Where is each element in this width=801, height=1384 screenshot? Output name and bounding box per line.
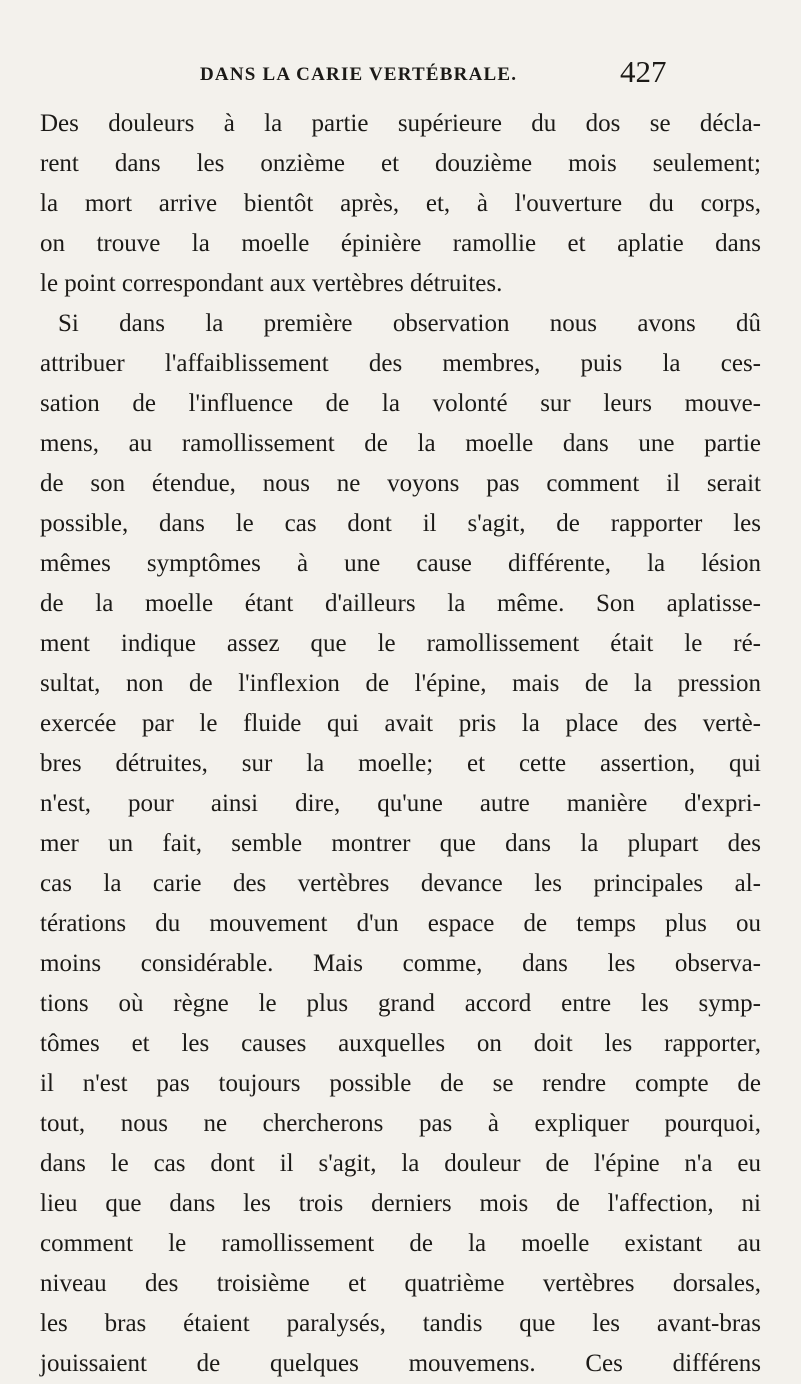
text-line: de son étendue, nous ne voyons pas comment il serait	[40, 470, 761, 497]
text-line: tômes et les causes auxquelles on doit les rapporter,	[40, 1030, 761, 1057]
text-line: de la moelle étant d'ailleurs la même. Son aplatisse-	[40, 590, 761, 617]
text-line: lieu que dans les trois derniers mois de l'affection, ni	[40, 1190, 761, 1217]
text-line: moins considérable. Mais comme, dans les observa-	[40, 950, 761, 977]
text-line: cas la carie des vertèbres devance les principales al-	[40, 870, 761, 897]
text-line: mêmes symptômes à une cause différente, la lésion	[40, 550, 761, 577]
text-line: attribuer l'affaiblissement des membres, puis la ces-	[40, 350, 761, 377]
text-line: possible, dans le cas dont il s'agit, de rapporter les	[40, 510, 761, 537]
text-line: Des douleurs à la partie supérieure du dos se décla-	[40, 110, 761, 137]
text-line: on trouve la moelle épinière ramollie et aplatie dans	[40, 230, 761, 257]
page-number: 427	[620, 54, 667, 89]
text-line: niveau des troisième et quatrième vertèbres dorsales,	[40, 1270, 761, 1297]
text-line: dans le cas dont il s'agit, la douleur de l'épine n'a eu	[40, 1150, 761, 1177]
text-line: n'est, pour ainsi dire, qu'une autre manière d'expri-	[40, 790, 761, 817]
text-line: sation de l'influence de la volonté sur leurs mouve-	[40, 390, 761, 417]
text-line: mens, au ramollissement de la moelle dans une partie	[40, 430, 761, 457]
text-line: Si dans la première observation nous avons dû	[58, 310, 761, 337]
text-line: il n'est pas toujours possible de se rendre compte de	[40, 1070, 761, 1097]
text-line: térations du mouvement d'un espace de temps plus ou	[40, 910, 761, 937]
text-line: tout, nous ne chercherons pas à expliquer pourquoi,	[40, 1110, 761, 1137]
text-line: comment le ramollissement de la moelle existant au	[40, 1230, 761, 1257]
page-header	[40, 54, 761, 100]
text-line: la mort arrive bientôt après, et, à l'ouverture du corps,	[40, 190, 761, 217]
text-line: rent dans les onzième et douzième mois seulement;	[40, 150, 761, 177]
body-text	[40, 104, 761, 1384]
running-title: DANS LA CARIE VERTÉBRALE.	[200, 64, 518, 85]
text-line: exercée par le fluide qui avait pris la place des vertè-	[40, 710, 761, 737]
text-line: bres détruites, sur la moelle; et cette assertion, qui	[40, 750, 761, 777]
text-line: les bras étaient paralysés, tandis que les avant-bras	[40, 1310, 761, 1337]
text-line: jouissaient de quelques mouvemens. Ces différens	[40, 1350, 761, 1377]
text-line: ment indique assez que le ramollissement était le ré-	[40, 630, 761, 657]
text-line: mer un fait, semble montrer que dans la plupart des	[40, 830, 761, 857]
text-line: le point correspondant aux vertèbres détruites.	[40, 270, 503, 297]
text-line: tions où règne le plus grand accord entre les symp-	[40, 990, 761, 1017]
text-line: sultat, non de l'inflexion de l'épine, mais de la pression	[40, 670, 761, 697]
